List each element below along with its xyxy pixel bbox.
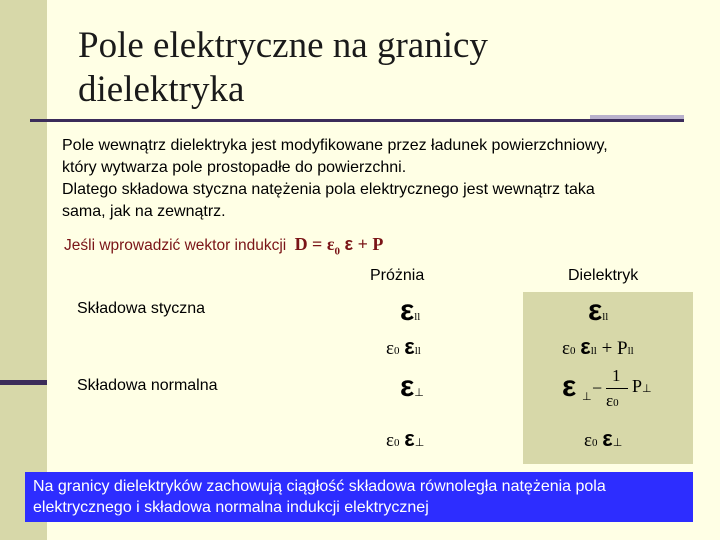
dielectric-d-normal: ε0 ε⊥ <box>584 426 623 451</box>
column-header-vacuum: Próżnia <box>370 267 425 284</box>
title-line-2: dielektryka <box>78 69 245 110</box>
title-rule <box>30 119 684 122</box>
vacuum-d-parallel: ε0 εll <box>386 334 421 359</box>
intro-line: Dlatego składowa styczna natężenia pola elektrycznego jest wewnątrz taka <box>62 181 595 198</box>
slide-title <box>78 24 678 112</box>
dielectric-e-normal: ε ⊥ − 1 ε0 P⊥ <box>562 366 652 410</box>
intro-line: Pole wewnątrz dielektryka jest modyfikowane przez ładunek powierzchniowy, <box>62 137 608 154</box>
row-label-tangent: Składowa styczna <box>77 300 206 317</box>
induction-formula: $D = \varepsilon_0$ ε + P <box>294 234 384 258</box>
induction-definition <box>64 233 383 263</box>
vacuum-e-parallel: εll <box>400 294 421 327</box>
column-header-dielectric: Dielektryk <box>568 267 639 284</box>
intro-line: sama, jak na zewnątrz. <box>62 203 226 220</box>
conclusion-box: Na granicy dielektryków zachowują ciągłość składowa równoległa natężenia pola elektrycznego i składowa normalna indukcji elektrycznej <box>25 472 693 522</box>
vacuum-e-normal: ε⊥ <box>400 370 424 403</box>
slide-sidebar <box>0 0 47 540</box>
vacuum-d-normal: ε0 ε⊥ <box>386 426 425 451</box>
intro-line: który wytwarza pole prostopadłe do powierzchni. <box>62 159 407 176</box>
induction-text: Jeśli wprowadzić wektor indukcji <box>64 237 287 254</box>
sidebar-accent-bar <box>0 380 47 385</box>
row-label-normal: Składowa normalna <box>77 377 218 394</box>
dielectric-d-parallel: ε0 εll + Pll <box>562 334 634 359</box>
dielectric-e-parallel: εll <box>588 294 609 327</box>
title-line-1: Pole elektryczne na granicy <box>78 25 488 66</box>
intro-paragraph <box>62 135 702 223</box>
